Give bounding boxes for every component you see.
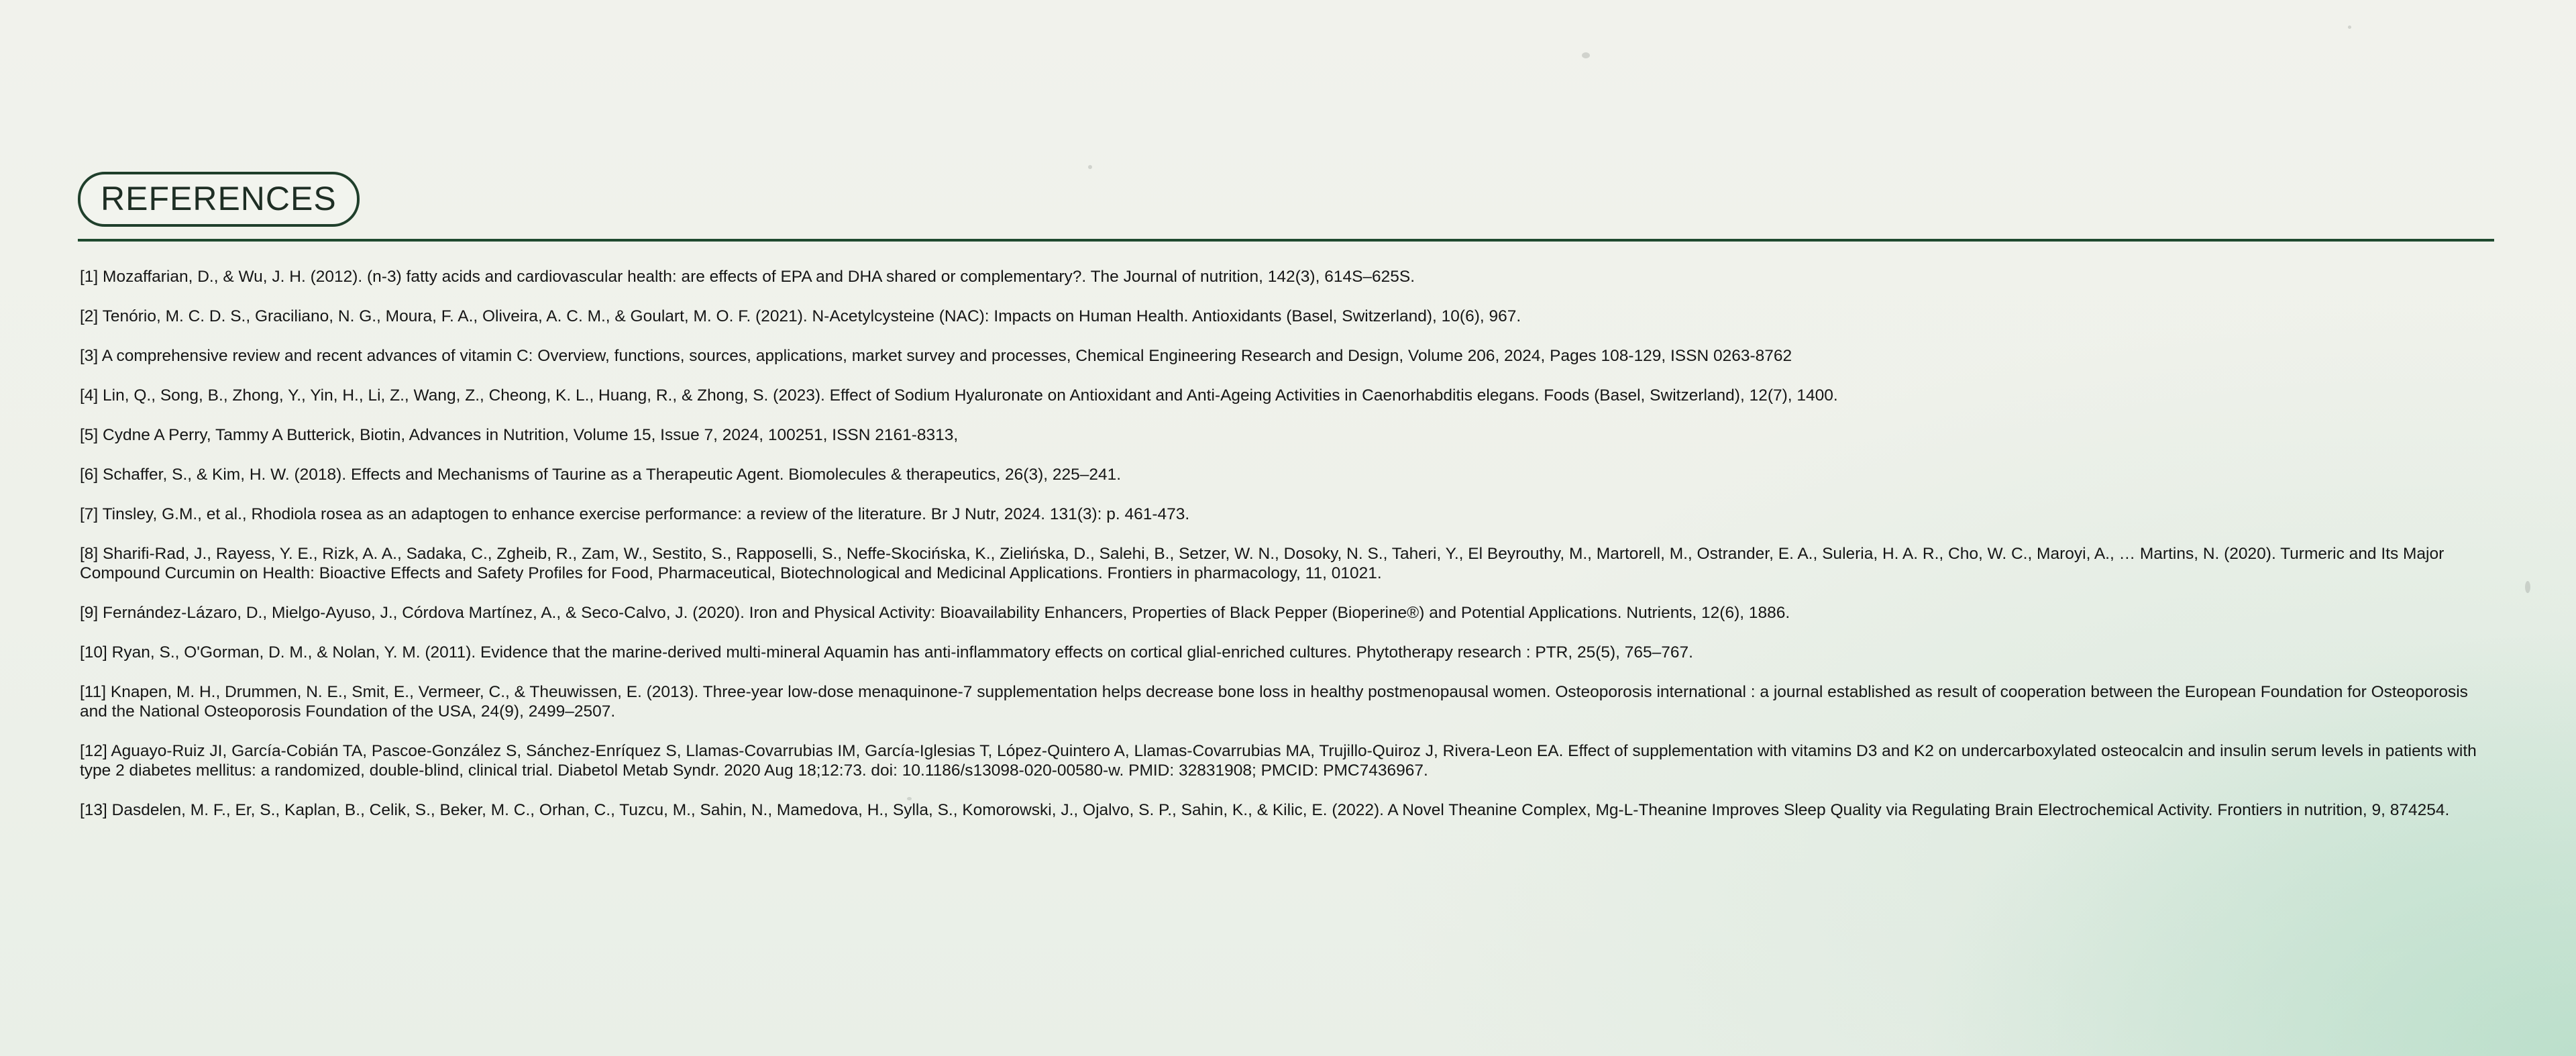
reference-item-9: [9] Fernández-Lázaro, D., Mielgo-Ayuso, J., Córdova Martínez, A., & Seco-Calvo, J. (2020). Iron and Physical Activity: Bioavailability Enhancers, Properties of Black Pepper (Bioperine®) and Potential Applications. Nutrients, 12(6), 1886. bbox=[80, 604, 1790, 622]
paper-texture-speck bbox=[2348, 25, 2351, 29]
references-heading: REFERENCES bbox=[78, 172, 360, 227]
reference-item-3: [3] A comprehensive review and recent advances of vitamin C: Overview, functions, sources, applications, market survey and processes, Chemical Engineering Research and Design, Volume 206, 2024, Pages 108-129, ISSN 0263-8762 bbox=[80, 347, 1792, 365]
paper-texture-speck bbox=[2525, 581, 2530, 593]
reference-item-7: [7] Tinsley, G.M., et al., Rhodiola rosea as an adaptogen to enhance exercise performance: a review of the literature. Br J Nutr, 2024. 131(3): p. 461-473. bbox=[80, 505, 1190, 523]
heading-divider bbox=[78, 239, 2494, 242]
reference-item-5: [5] Cydne A Perry, Tammy A Butterick, Biotin, Advances in Nutrition, Volume 15, Issue 7, 2024, 100251, ISSN 2161-8313, bbox=[80, 426, 959, 444]
reference-item-13: [13] Dasdelen, M. F., Er, S., Kaplan, B., Celik, S., Beker, M. C., Orhan, C., Tuzcu, M., Sahin, N., Mamedova, H., Sylla, S., Komorowski, J., Ojalvo, S. P., Sahin, K., & Kilic, E. (2022). A Novel Theanine Complex, Mg-L-Theanine Improves Sleep Quality via Regulating Brain Electrochemical Activity. Frontiers in nutrition, 9, 874254. bbox=[80, 801, 2450, 819]
reference-item-1: [1] Mozaffarian, D., & Wu, J. H. (2012). (n-3) fatty acids and cardiovascular health: are effects of EPA and DHA shared or complementary?. The Journal of nutrition, 142(3), 614S–625S. bbox=[80, 268, 1415, 286]
paper-texture-speck bbox=[1582, 52, 1590, 58]
reference-list bbox=[78, 267, 2494, 820]
reference-item-11: [11] Knapen, M. H., Drummen, N. E., Smit, E., Vermeer, C., & Theuwissen, E. (2013). Three-year low-dose menaquinone-7 supplementation helps decrease bone loss in healthy postmenopausal women. Osteoporosis international : a journal established as result of cooperation between the European Foundation for Osteoporosis and the National Osteoporosis Foundation of the USA, 24(9), 2499–2507. bbox=[80, 683, 2468, 721]
reference-item-6: [6] Schaffer, S., & Kim, H. W. (2018). Effects and Mechanisms of Taurine as a Therapeutic Agent. Biomolecules & therapeutics, 26(3), 225–241. bbox=[80, 466, 1122, 484]
reference-item-12: [12] Aguayo-Ruiz JI, García-Cobián TA, Pascoe-González S, Sánchez-Enríquez S, Llamas-Covarrubias IM, García-Iglesias T, López-Quintero A, Llamas-Covarrubias MA, Trujillo-Quiroz J, Rivera-Leon EA. Effect of supplementation with vitamins D3 and K2 on undercarboxylated osteocalcin and insulin serum levels in patients with type 2 diabetes mellitus: a randomized, double-blind, clinical trial. Diabetol Metab Syndr. 2020 Aug 18;12:73. doi: 10.1186/s13098-020-00580-w. PMID: 32831908; PMCID: PMC7436967. bbox=[80, 742, 2477, 780]
reference-item-2: [2] Tenório, M. C. D. S., Graciliano, N. G., Moura, F. A., Oliveira, A. C. M., & Goulart, M. O. F. (2021). N-Acetylcysteine (NAC): Impacts on Human Health. Antioxidants (Basel, Switzerland), 10(6), 967. bbox=[80, 307, 1521, 325]
reference-item-8: [8] Sharifi-Rad, J., Rayess, Y. E., Rizk, A. A., Sadaka, C., Zgheib, R., Zam, W., Sestito, S., Rapposelli, S., Neffe-Skocińska, K., Zielińska, D., Salehi, B., Setzer, W. N., Dosoky, N. S., Taheri, Y., El Beyrouthy, M., Martorell, M., Ostrander, E. A., Suleria, H. A. R., Cho, W. C., Maroyi, A., … Martins, N. (2020). Turmeric and Its Major Compound Curcumin on Health: Bioactive Effects and Safety Profiles for Food, Pharmaceutical, Biotechnological and Medicinal Applications. Frontiers in pharmacology, 11, 01021. bbox=[80, 545, 2445, 582]
reference-item-10: [10] Ryan, S., O'Gorman, D. M., & Nolan, Y. M. (2011). Evidence that the marine-derived multi-mineral Aquamin has anti-inflammatory effects on cortical glial-enriched cultures. Phytotherapy research : PTR, 25(5), 765–767. bbox=[80, 643, 1693, 662]
references-page bbox=[78, 172, 2494, 840]
paper-texture-speck bbox=[1088, 165, 1092, 169]
reference-item-4: [4] Lin, Q., Song, B., Zhong, Y., Yin, H., Li, Z., Wang, Z., Cheong, K. L., Huang, R., & Zhong, S. (2023). Effect of Sodium Hyaluronate on Antioxidant and Anti-Ageing Activities in Caenorhabditis elegans. Foods (Basel, Switzerland), 12(7), 1400. bbox=[80, 386, 1838, 405]
